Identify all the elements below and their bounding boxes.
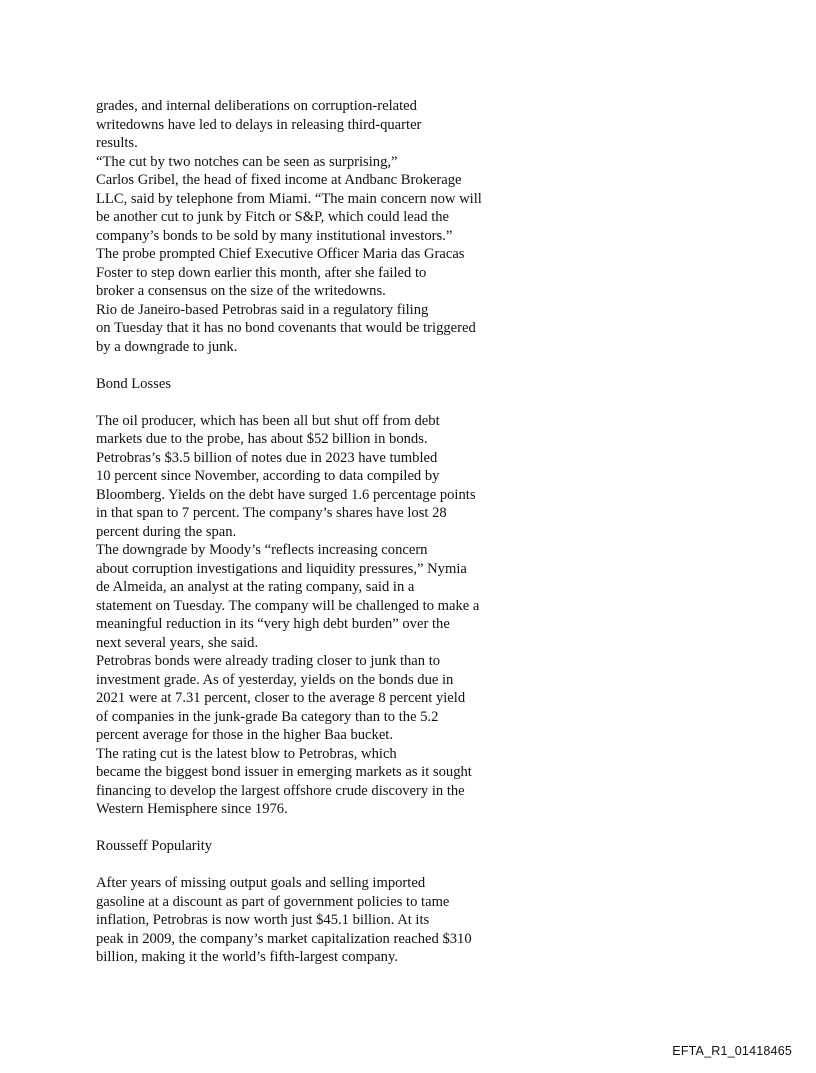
text-line: After years of missing output goals and selling imported [96,875,426,891]
text-line: became the biggest bond issuer in emerging markets as it sought [96,764,472,780]
paragraph-gap [96,356,536,375]
text-line: Rousseff Popularity [96,838,213,854]
text-line: by a downgrade to junk. [96,338,238,355]
text-line: be another cut to junk by Fitch or S&P, which could lead the [96,209,450,225]
text-line: de Almeida, an analyst at the rating company, said in a [96,579,415,595]
text-line: billion, making it the world’s fifth-largest company. [96,949,398,965]
document-id-stamp: EFTA_R1_01418465 [672,1044,792,1058]
text-line: next several years, she said. [96,634,259,651]
text-line: Petrobras’s $3.5 billion of notes due in 2023 have tumbled [96,449,438,466]
text-line: The downgrade by Moody’s “reflects increasing concern [96,542,428,558]
text-line: gasoline at a discount as part of government policies to tame [96,893,450,910]
text-line: peak in 2009, the company’s market capitalization reached $310 [96,930,472,947]
text-line: financing to develop the largest offshore crude discovery in the [96,782,465,799]
text-line: writedowns have led to delays in releasing third-quarter [96,116,422,133]
text-line: broker a consensus on the size of the writedowns. [96,283,386,299]
text-line: grades, and internal deliberations on corruption-related [96,98,417,114]
text-line: percent during the span. [96,523,237,540]
text-line: The probe prompted Chief Executive Officer Maria das Gracas [96,246,465,262]
text-line: about corruption investigations and liquidity pressures,” Nymia [96,560,467,577]
text-line: statement on Tuesday. The company will be challenged to make a [96,597,480,614]
text-line: Rio de Janeiro-based Petrobras said in a regulatory filing [96,301,429,318]
text-line: in that span to 7 percent. The company’s shares have lost 28 [96,505,447,521]
text-line: investment grade. As of yesterday, yields on the bonds due in [96,671,454,688]
text-line: of companies in the junk-grade Ba category than to the 5.2 [96,708,439,725]
text-line: Bond Losses [96,375,171,392]
text-line: “The cut by two notches can be seen as surprising,” [96,153,398,170]
text-line: meaningful reduction in its “very high debt burden” over the [96,616,450,632]
text-line: Bloomberg. Yields on the debt have surged 1.6 percentage points [96,486,476,503]
text-line: company’s bonds to be sold by many institutional investors.” [96,227,453,244]
paragraph-gap [96,819,536,838]
text-line: percent average for those in the higher Baa bucket. [96,727,394,743]
document-body [96,97,536,967]
text-line: 2021 were at 7.31 percent, closer to the average 8 percent yield [96,690,466,706]
text-line: The oil producer, which has been all but shut off from debt [96,412,440,429]
text-line: Foster to step down earlier this month, after she failed to [96,264,427,281]
text-line: inflation, Petrobras is now worth just $45.1 billion. At its [96,912,430,928]
text-line: markets due to the probe, has about $52 billion in bonds. [96,431,428,447]
paragraph-gap [96,856,536,875]
paragraph-gap [96,393,536,412]
text-line: Petrobras bonds were already trading closer to junk than to [96,653,441,669]
text-line: The rating cut is the latest blow to Petrobras, which [96,745,397,762]
text-line: Carlos Gribel, the head of fixed income at Andbanc Brokerage [96,172,462,188]
text-line: Western Hemisphere since 1976. [96,801,288,817]
text-line: LLC, said by telephone from Miami. “The main concern now will [96,190,482,207]
text-line: results. [96,135,138,151]
text-line: on Tuesday that it has no bond covenants that would be triggered [96,320,476,336]
text-line: 10 percent since November, according to data compiled by [96,468,440,484]
